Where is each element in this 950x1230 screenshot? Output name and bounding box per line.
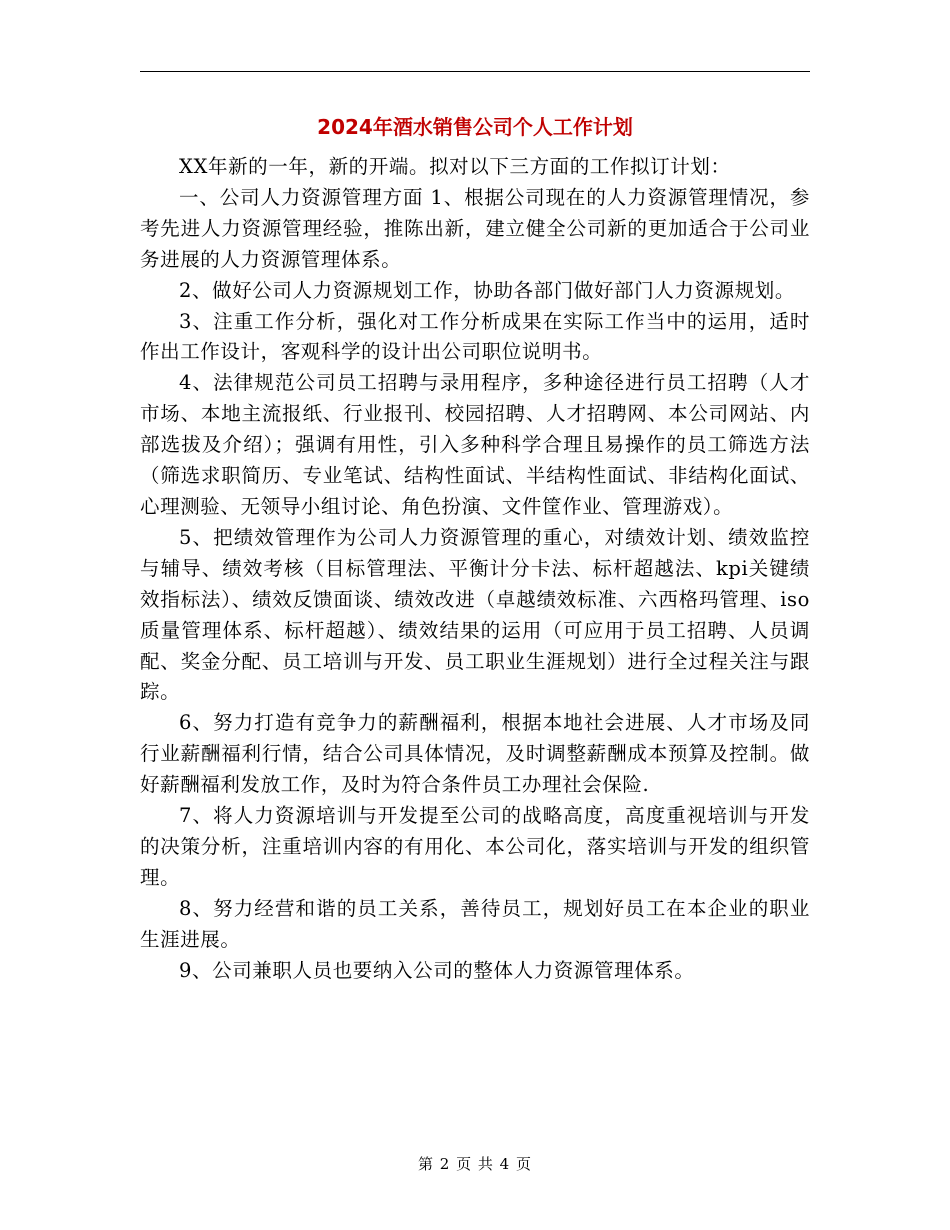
paragraph-item-7: 7、将人力资源培训与开发提至公司的战略高度，高度重视培训与开发的决策分析，注重培训内容的有用化、本公司化，落实培训与开发的组织管理。 (140, 804, 810, 889)
paragraph-item-1: 一、公司人力资源管理方面 1、根据公司现在的人力资源管理情况，参考先进人力资源管理经验，推陈出新，建立健全公司新的更加适合于公司业务进展的人力资源管理体系。 (140, 185, 810, 271)
header-rule (140, 71, 810, 72)
paragraph-item-9: 9、公司兼职人员也要纳入公司的整体人力资源管理体系。 (179, 958, 695, 982)
paragraph-item-2: 2、做好公司人力资源规划工作，协助各部门做好部门人力资源规划。 (179, 278, 796, 302)
paragraph-item-5: 5、把绩效管理作为公司人力资源管理的重心，对绩效计划、绩效监控与辅导、绩效考核（目标管理法、平衡计分卡法、标杆超越法、kpi关键绩效指标法）、绩效反馈面谈、绩效改进（卓越绩效标准、六西格玛管理、iso质量管理体系、标杆超越）、绩效结果的运用（可应用于员工招聘、人员调配、奖金分配、员工培训与开发、员工职业生涯规划）进行全过程关注与跟踪。 (140, 525, 810, 704)
paragraph-item-4: 4、法律规范公司员工招聘与录用程序，多种途径进行员工招聘（人才市场、本地主流报纸、行业报刊、校园招聘、人才招聘网、本公司网站、内部选拔及介绍）；强调有用性，引入多种科学合理且易操作的员工筛选方法（筛选求职简历、专业笔试、结构性面试、半结构性面试、非结构化面试、心理测验、无领导小组讨论、角色扮演、文件筐作业、管理游戏）。 (140, 371, 810, 518)
paragraph-intro: XX年新的一年，新的开端。拟对以下三方面的工作拟订计划： (179, 155, 731, 178)
paragraph-item-3: 3、注重工作分析，强化对工作分析成果在实际工作当中的运用，适时作出工作设计，客观科学的设计出公司职位说明书。 (140, 309, 810, 364)
document-title: 2024年酒水销售公司个人工作计划 (317, 115, 633, 139)
paragraph-item-8: 8、努力经营和谐的员工关系，善待员工，规划好员工在本企业的职业生涯进展。 (140, 896, 810, 951)
paragraph-item-6: 6、努力打造有竞争力的薪酬福利，根据本地社会进展、人才市场及同行业薪酬福利行情，结合公司具体情况，及时调整薪酬成本预算及控制。做好薪酬福利发放工作，及时为符合条件员工办理社会保险. (140, 711, 810, 797)
page-footer: 第 2 页 共 4 页 (418, 1155, 532, 1173)
document-body (140, 152, 810, 986)
